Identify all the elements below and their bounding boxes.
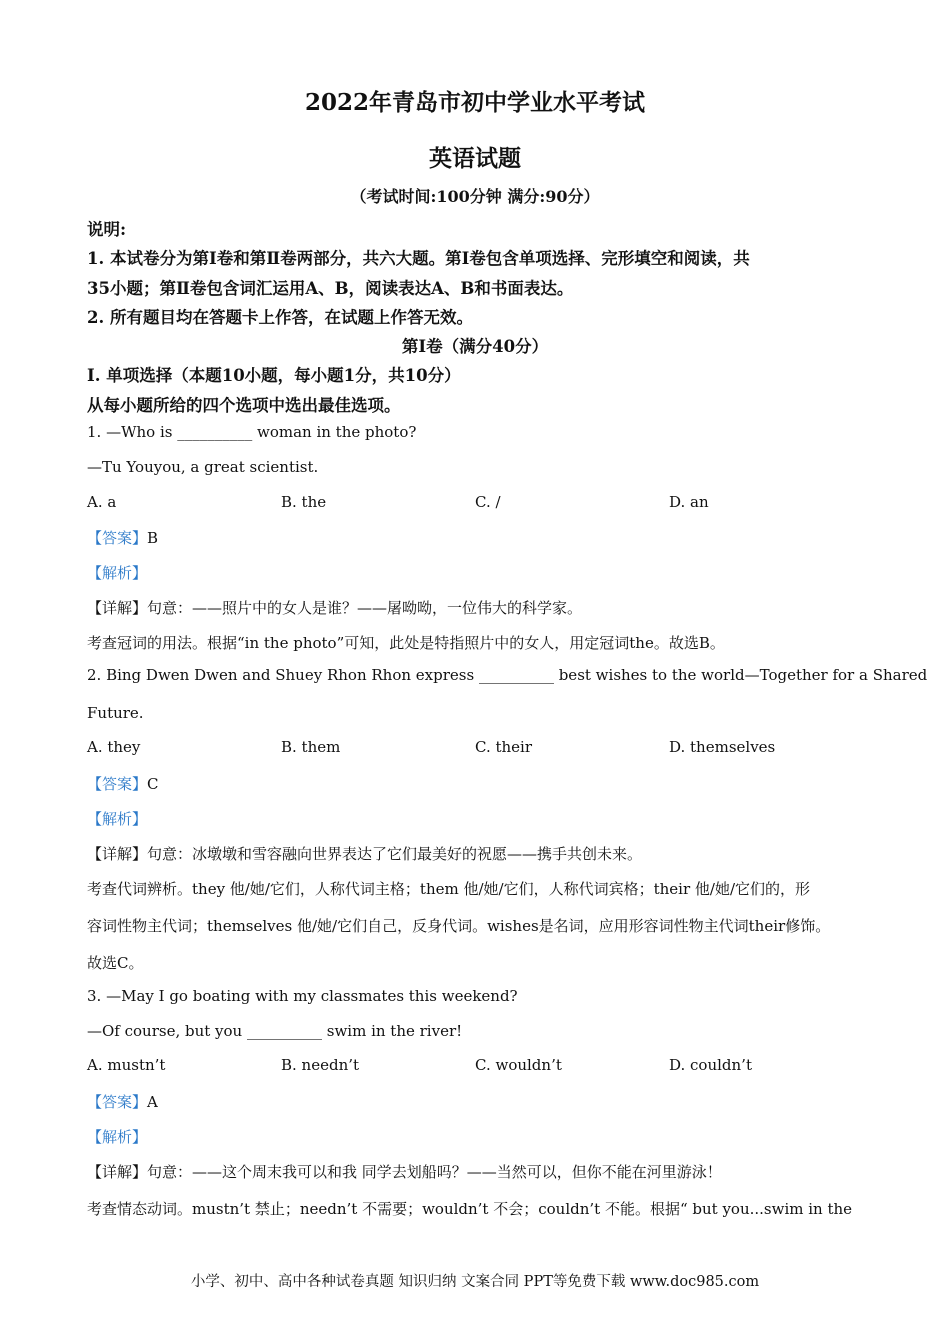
instructions-heading: 说明: [87, 220, 127, 239]
q2-detail [87, 843, 642, 864]
detail-tag: 【详解】 [87, 599, 148, 617]
q1-stem-line-1: 1. —Who is __________ woman in the photo? [87, 423, 417, 441]
instruction-2: 2. 所有题目均在答题卡上作答，在试题上作答无效。 [87, 308, 473, 327]
answer-tag: 【答案】 [87, 775, 148, 793]
q3-answer [87, 1091, 158, 1112]
q1-option-b: B. the [281, 493, 327, 511]
q3-option-d: D. couldn’t [669, 1056, 752, 1074]
q3-explain-line-1: 考查情态动词。mustn’t 禁止；needn’t 不需要；wouldn’t 不会；couldn’t 不能。根据“ but you...swim in the [87, 1200, 853, 1218]
answer-value: B [147, 529, 159, 547]
q2-stem-line-2: Future. [87, 704, 144, 722]
q1-answer [87, 527, 158, 548]
q1-option-a: A. a [87, 493, 117, 511]
detail-text: 句意：——这个周末我可以和我 同学去划船吗？——当然可以，但你不能在河里游泳！ [147, 1163, 722, 1181]
q1-option-d: D. an [669, 493, 709, 511]
instruction-1-line-2: 35小题；第Ⅱ卷包含词汇运用A、B，阅读表达A、B和书面表达。 [87, 279, 574, 298]
q3-option-a: A. mustn’t [87, 1056, 166, 1074]
answer-value: A [147, 1093, 158, 1111]
q3-detail [87, 1161, 722, 1182]
detail-tag: 【详解】 [87, 1163, 148, 1181]
q1-detail [87, 597, 582, 618]
answer-tag: 【答案】 [87, 529, 148, 547]
q1-stem-line-2: —Tu Youyou, a great scientist. [87, 458, 319, 476]
q3-analysis-tag: 【解析】 [87, 1128, 148, 1146]
answer-tag: 【答案】 [87, 1093, 148, 1111]
page-footer: 小学、初中、高中各种试卷真题 知识归纳 文案合同 PPT等免费下载 www.doc985.com [190, 1274, 760, 1290]
q1-option-c: C. / [475, 493, 501, 511]
q2-option-a: A. they [87, 738, 141, 756]
q1-explain-line-1: 考查冠词的用法。根据“in the photo”可知，此处是特指照片中的女人，用定冠词the。故选B。 [87, 634, 725, 652]
q2-option-b: B. them [281, 738, 341, 756]
q3-option-c: C. wouldn’t [475, 1056, 562, 1074]
q2-answer [87, 773, 159, 794]
q2-explain-line-1: 考查代词辨析。they 他/她/它们，人称代词主格；them 他/她/它们，人称代词宾格；their 他/她/它们的，形 [87, 880, 810, 898]
q2-stem-line-1: 2. Bing Dwen Dwen and Shuey Rhon Rhon express __________ best wishes to the world—Together for a Shared [87, 666, 928, 684]
q3-stem-line-2: —Of course, but you __________ swim in the river! [87, 1022, 463, 1040]
q2-analysis-tag: 【解析】 [87, 810, 148, 828]
part1-heading: 第Ⅰ卷（满分40分） [401, 337, 549, 356]
exam-title: 2022年青岛市初中学业水平考试 [304, 89, 645, 116]
exam-meta: （考试时间:100分钟 满分:90分） [350, 187, 600, 206]
q2-explain-line-2: 容词性物主代词；themselves 他/她/它们自己，反身代词。wishes是名词，应用形容词性物主代词their修饰。 [87, 917, 831, 935]
detail-text: 句意：冰墩墩和雪容融向世界表达了它们最美好的祝愿——携手共创未来。 [147, 845, 643, 863]
q2-option-d: D. themselves [669, 738, 776, 756]
detail-tag: 【详解】 [87, 845, 148, 863]
subject-title: 英语试题 [429, 145, 521, 172]
section-heading: I. 单项选择（本题10小题，每小题1分，共10分） [87, 366, 461, 385]
q2-option-c: C. their [475, 738, 533, 756]
instruction-1-line-1: 1. 本试卷分为第Ⅰ卷和第Ⅱ卷两部分，共六大题。第Ⅰ卷包含单项选择、完形填空和阅读，共 [87, 249, 750, 268]
q3-option-b: B. needn’t [281, 1056, 360, 1074]
q1-analysis-tag: 【解析】 [87, 564, 148, 582]
section-directions: 从每小题所给的四个选项中选出最佳选项。 [87, 396, 401, 415]
q2-explain-line-3: 故选C。 [87, 954, 144, 972]
q3-stem-line-1: 3. —May I go boating with my classmates this weekend? [87, 987, 518, 1005]
detail-text: 句意：——照片中的女人是谁？——屠呦呦，一位伟大的科学家。 [147, 599, 583, 617]
answer-value: C [147, 775, 159, 793]
